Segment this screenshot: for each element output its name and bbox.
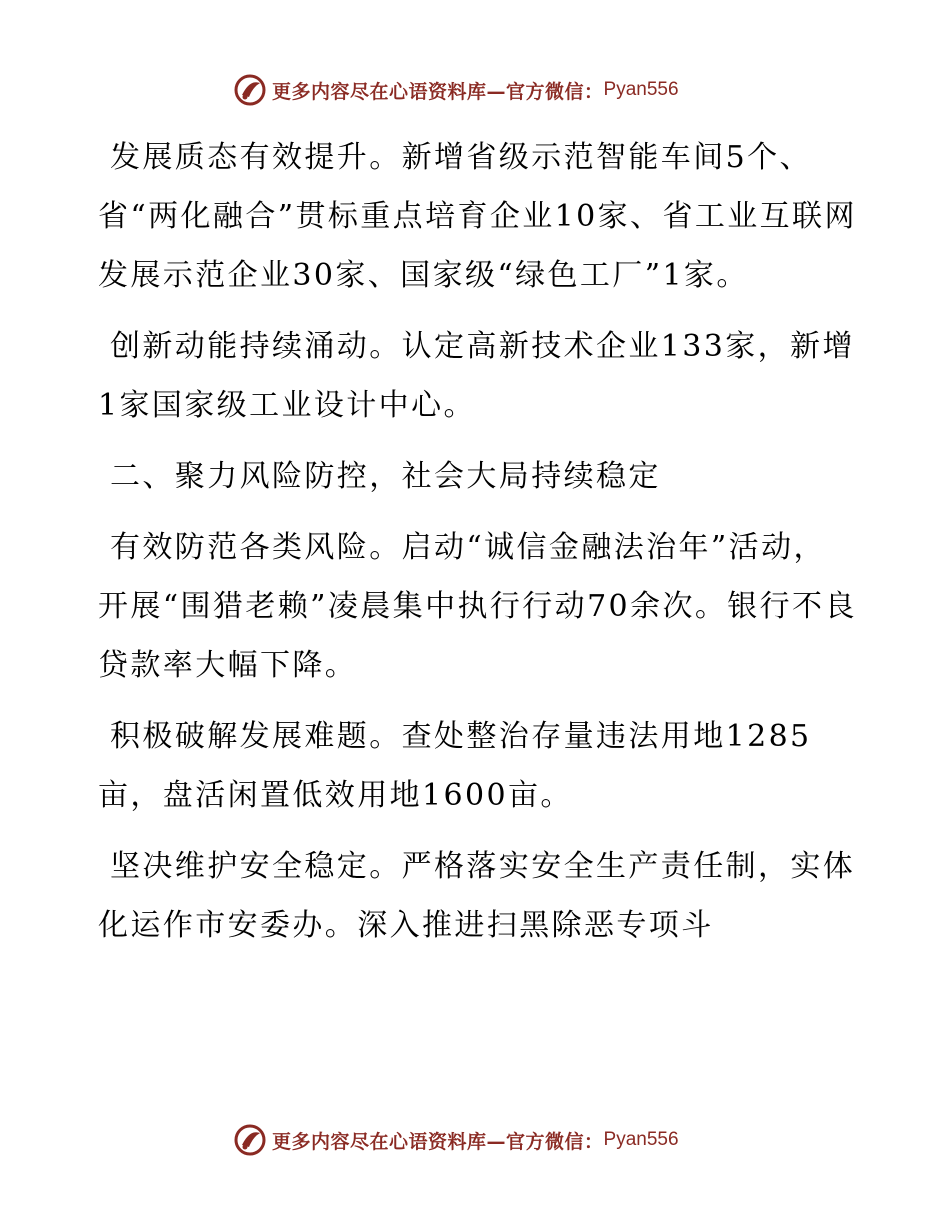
watermark-text: 更多内容尽在心语资料库—官方微信： [272, 80, 604, 103]
document-body [98, 128, 858, 967]
brand-logo-icon [233, 73, 267, 107]
paragraph-development-quality: 发展质态有效提升。新增省级示范智能车间5个、省“两化融合”贯标重点培育企业10家、省工业互联网发展示范企业30家、国家级“绿色工厂”1家。 [98, 140, 857, 293]
wechat-id: Pyan556 [603, 1129, 679, 1150]
header-watermark [233, 72, 679, 108]
footer-watermark [233, 1122, 679, 1158]
paragraph-safety-stability: 坚决维护安全稳定。严格落实安全生产责任制，实体化运作市安委办。深入推进扫黑除恶专项斗 [98, 849, 856, 943]
paragraph-development-problems: 积极破解发展难题。查处整治存量违法用地1285亩，盘活闲置低效用地1600亩。 [98, 719, 812, 813]
paragraph-risk-prevention: 有效防范各类风险。启动“诚信金融法治年”活动，开展“围猎老赖”凌晨集中执行行动70余次。银行不良贷款率大幅下降。 [98, 530, 857, 683]
watermark-text: 更多内容尽在心语资料库—官方微信： [272, 1130, 604, 1153]
wechat-id: Pyan556 [603, 79, 679, 100]
paragraph-innovation: 创新动能持续涌动。认定高新技术企业133家，新增1家国家级工业设计中心。 [98, 329, 855, 423]
brand-logo-icon [233, 1123, 267, 1157]
section-heading-risk-control: 二、聚力风险防控，社会大局持续稳定 [110, 459, 661, 494]
